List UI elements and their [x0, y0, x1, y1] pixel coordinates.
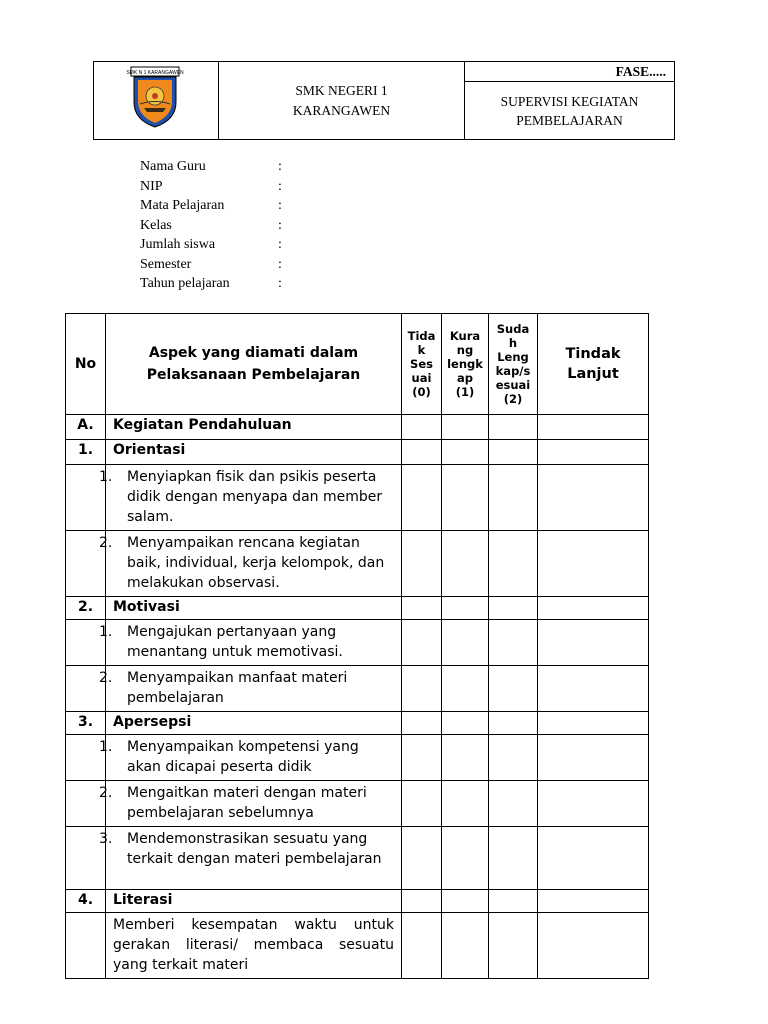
follow-up-cell[interactable] [538, 712, 649, 735]
score-cell-2[interactable] [489, 597, 538, 620]
aspect-item [99, 465, 402, 531]
header-tindak-lanjut: Tindak Lanjut [538, 314, 649, 415]
item-number: 1. [99, 469, 113, 485]
table-row [66, 415, 649, 440]
table-row [66, 913, 649, 979]
follow-up-cell[interactable] [538, 465, 649, 531]
aspect-item [99, 620, 402, 666]
row-number: 2. [66, 597, 106, 620]
field-colon: : [278, 217, 282, 233]
phase-label: FASE..... [465, 62, 674, 82]
item-text: Mengajukan pertanyaan yang menantang untuk memotivasi. [127, 624, 343, 660]
item-number: 2. [99, 670, 113, 686]
score-cell-0[interactable] [402, 440, 442, 465]
row-number: 1. [66, 440, 106, 465]
follow-up-cell[interactable] [538, 781, 649, 827]
teacher-identity-fields [140, 157, 282, 294]
field-semester [140, 255, 282, 275]
header-aspek: Aspek yang diamati dalam Pelaksanaan Pembelajaran [106, 314, 402, 415]
aspect-item [99, 827, 402, 890]
score-cell-1[interactable] [442, 465, 489, 531]
row-number: 3. [66, 712, 106, 735]
title-cell [465, 82, 674, 139]
document-title: SUPERVISI KEGIATAN PEMBELAJARAN [500, 93, 639, 128]
score-cell-2[interactable] [489, 712, 538, 735]
header-tidak-sesuai: Tida k Ses uai (0) [402, 314, 442, 415]
field-jumlah-siswa [140, 235, 282, 255]
field-label: Tahun pelajaran [140, 276, 230, 291]
item-number: 1. [99, 739, 113, 755]
logo-cell [94, 62, 219, 139]
score-cell-2[interactable] [489, 415, 538, 440]
follow-up-cell[interactable] [538, 890, 649, 913]
follow-up-cell[interactable] [538, 666, 649, 712]
field-colon: : [278, 198, 282, 213]
score-cell-1[interactable] [442, 735, 489, 781]
school-logo [126, 66, 184, 128]
field-tahun-pelajaran [140, 274, 282, 294]
field-label: Semester [140, 256, 192, 272]
follow-up-cell[interactable] [538, 415, 649, 440]
aspect-item [99, 735, 402, 781]
score-cell-1[interactable] [442, 827, 489, 890]
score-cell-1[interactable] [442, 531, 489, 597]
observation-table [65, 313, 649, 979]
item-number: 2. [99, 785, 113, 801]
score-cell-2[interactable] [489, 440, 538, 465]
score-cell-2[interactable] [489, 913, 538, 979]
row-number-empty [66, 913, 106, 979]
field-nama-guru [140, 157, 282, 177]
score-cell-1[interactable] [442, 890, 489, 913]
table-row [66, 735, 649, 781]
item-text: Menyampaikan kompetensi yang akan dicapai peserta didik [127, 739, 359, 775]
follow-up-cell[interactable] [538, 913, 649, 979]
score-cell-1[interactable] [442, 913, 489, 979]
header-sudah-lengkap: Suda h Leng kap/s esuai (2) [489, 314, 538, 415]
section-title: Kegiatan Pendahuluan [106, 415, 402, 440]
section-title: Literasi [106, 890, 402, 913]
score-cell-0[interactable] [402, 597, 442, 620]
aspect-item: Memberi kesempatan waktu untuk gerakan literasi/ membaca sesuatu yang terkait materi [106, 913, 402, 979]
table-header-row [66, 314, 649, 415]
table-row [66, 827, 649, 890]
table-row [66, 440, 649, 465]
table-row [66, 465, 649, 531]
item-number: 3. [99, 831, 113, 847]
field-colon: : [278, 159, 282, 174]
field-label: Mata Pelajaran [140, 198, 225, 213]
table-row [66, 781, 649, 827]
logo-text: SMK N 1 KARANGAWEN [126, 70, 184, 76]
score-cell-0[interactable] [402, 620, 442, 666]
score-cell-2[interactable] [489, 890, 538, 913]
follow-up-cell[interactable] [538, 620, 649, 666]
item-text: Menyampaikan rencana kegiatan baik, individual, kerja kelompok, dan melakukan observasi. [127, 535, 385, 591]
field-label: Jumlah siswa [140, 237, 216, 252]
score-cell-1[interactable] [442, 440, 489, 465]
score-cell-2[interactable] [489, 620, 538, 666]
table-row [66, 712, 649, 735]
field-colon: : [278, 276, 282, 291]
score-cell-1[interactable] [442, 712, 489, 735]
score-cell-2[interactable] [489, 781, 538, 827]
follow-up-cell[interactable] [538, 531, 649, 597]
item-text: Mengaitkan materi dengan materi pembelajaran sebelumnya [127, 785, 367, 821]
field-colon: : [278, 178, 282, 194]
table-row [66, 666, 649, 712]
score-cell-1[interactable] [442, 597, 489, 620]
table-row [66, 597, 649, 620]
follow-up-cell[interactable] [538, 597, 649, 620]
follow-up-cell[interactable] [538, 440, 649, 465]
item-text: Menyiapkan fisik dan psikis peserta didik dengan menyapa dan member salam. [127, 469, 383, 525]
section-title: Motivasi [106, 597, 402, 620]
score-cell-1[interactable] [442, 781, 489, 827]
row-number: 4. [66, 890, 106, 913]
item-text: Mendemonstrasikan sesuatu yang terkait dengan materi pembelajaran [127, 831, 382, 867]
section-title: Apersepsi [106, 712, 402, 735]
field-kelas [140, 216, 282, 236]
table-row [66, 531, 649, 597]
section-title: Orientasi [106, 440, 402, 465]
aspect-item [99, 781, 402, 827]
item-number: 2. [99, 535, 113, 551]
score-cell-0[interactable] [402, 913, 442, 979]
field-colon: : [278, 256, 282, 272]
header-no: No [66, 314, 106, 415]
score-cell-0[interactable] [402, 781, 442, 827]
header-kurang-lengkap: Kura ng lengk ap (1) [442, 314, 489, 415]
score-cell-0[interactable] [402, 735, 442, 781]
score-cell-1[interactable] [442, 415, 489, 440]
score-cell-0[interactable] [402, 465, 442, 531]
field-label: Kelas [140, 217, 172, 233]
school-name-cell [219, 62, 465, 139]
school-name: SMK NEGERI 1 KARANGAWEN [292, 82, 391, 118]
field-mata-pelajaran [140, 196, 282, 216]
table-row [66, 620, 649, 666]
table-row [66, 890, 649, 913]
score-cell-0[interactable] [402, 712, 442, 735]
score-cell-0[interactable] [402, 666, 442, 712]
item-number: 1. [99, 624, 113, 640]
score-cell-1[interactable] [442, 620, 489, 666]
score-cell-0[interactable] [402, 827, 442, 890]
aspect-item [99, 531, 402, 597]
aspect-item [99, 666, 402, 712]
score-cell-2[interactable] [489, 666, 538, 712]
score-cell-0[interactable] [402, 890, 442, 913]
score-cell-0[interactable] [402, 531, 442, 597]
document-header [93, 61, 675, 140]
field-label: Nama Guru [140, 159, 206, 174]
field-label: NIP [140, 178, 163, 194]
follow-up-cell[interactable] [538, 735, 649, 781]
field-colon: : [278, 237, 282, 252]
score-cell-2[interactable] [489, 827, 538, 890]
field-nip [140, 177, 282, 197]
item-text: Menyampaikan manfaat materi pembelajaran [127, 670, 348, 706]
row-number: A. [66, 415, 106, 440]
score-cell-2[interactable] [489, 465, 538, 531]
score-cell-1[interactable] [442, 666, 489, 712]
score-cell-0[interactable] [402, 415, 442, 440]
score-cell-2[interactable] [489, 531, 538, 597]
score-cell-2[interactable] [489, 735, 538, 781]
follow-up-cell[interactable] [538, 827, 649, 890]
